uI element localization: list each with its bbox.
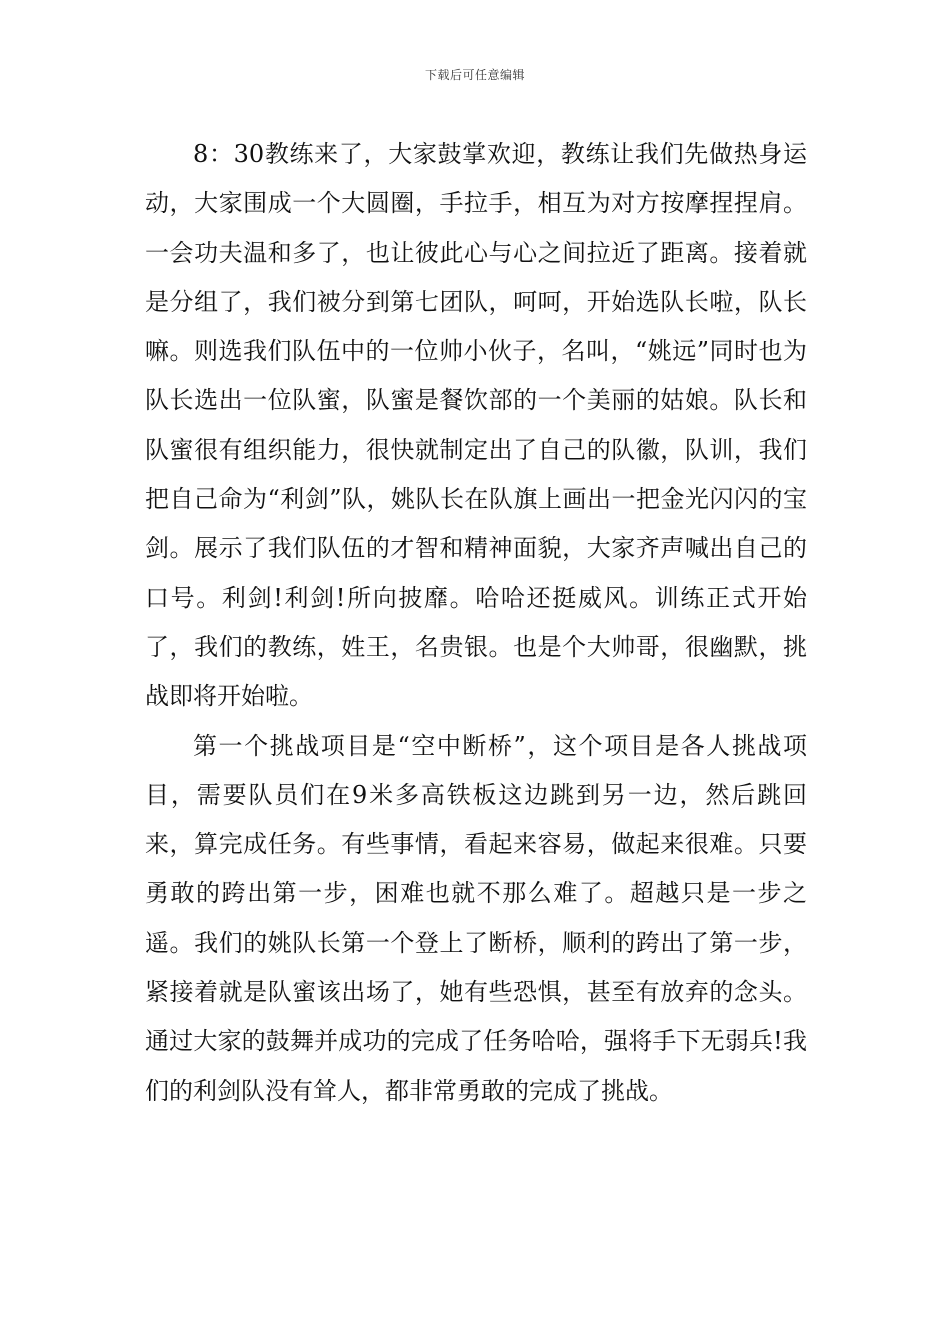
paragraph-1: 8：30教练来了，大家鼓掌欢迎，教练让我们先做热身运动，大家围成一个大圆圈，手拉手，相互为对方按摩捏捏肩。一会功夫温和多了，也让彼此心与心之间拉近了距离。接着就是分组了，我们被分到第七团队，呵呵，开始选队长啦，队长嘛。则选我们队伍中的一位帅小伙子，名叫，“姚远”同时也为队长选出一位队蜜，队蜜是餐饮部的一个美丽的姑娘。队长和队蜜很有组织能力，很快就制定出了自己的队徽，队训，我们把自己命为“利剑”队，姚队长在队旗上画出一把金光闪闪的宝剑。展示了我们队伍的才智和精神面貌，大家齐声喊出自己的口号。利剑!利剑!所向披靡。哈哈还挺威风。训练正式开始了，我们的教练，姓王，名贵银。也是个大帅哥，很幽默，挑战即将开始啦。 <box>145 140 807 711</box>
page-header: 下载后可任意编辑 <box>424 68 525 82</box>
paragraph-2: 第一个挑战项目是“空中断桥”，这个项目是各人挑战项目，需要队员们在9米多高铁板这边跳到另一边，然后跳回来，算完成任务。有些事情，看起来容易，做起来很难。只要勇敢的跨出第一步，困难也就不那么难了。超越只是一步之遥。我们的姚队长第一个登上了断桥，顺利的跨出了第一步，紧接着就是队蜜该出场了，她有些恐惧，甚至有放弃的念头。通过大家的鼓舞并成功的完成了任务哈哈，强将手下无弱兵!我们的利剑队没有耸人，都非常勇敢的完成了挑战。 <box>145 731 807 1105</box>
document-body <box>145 130 807 1116</box>
